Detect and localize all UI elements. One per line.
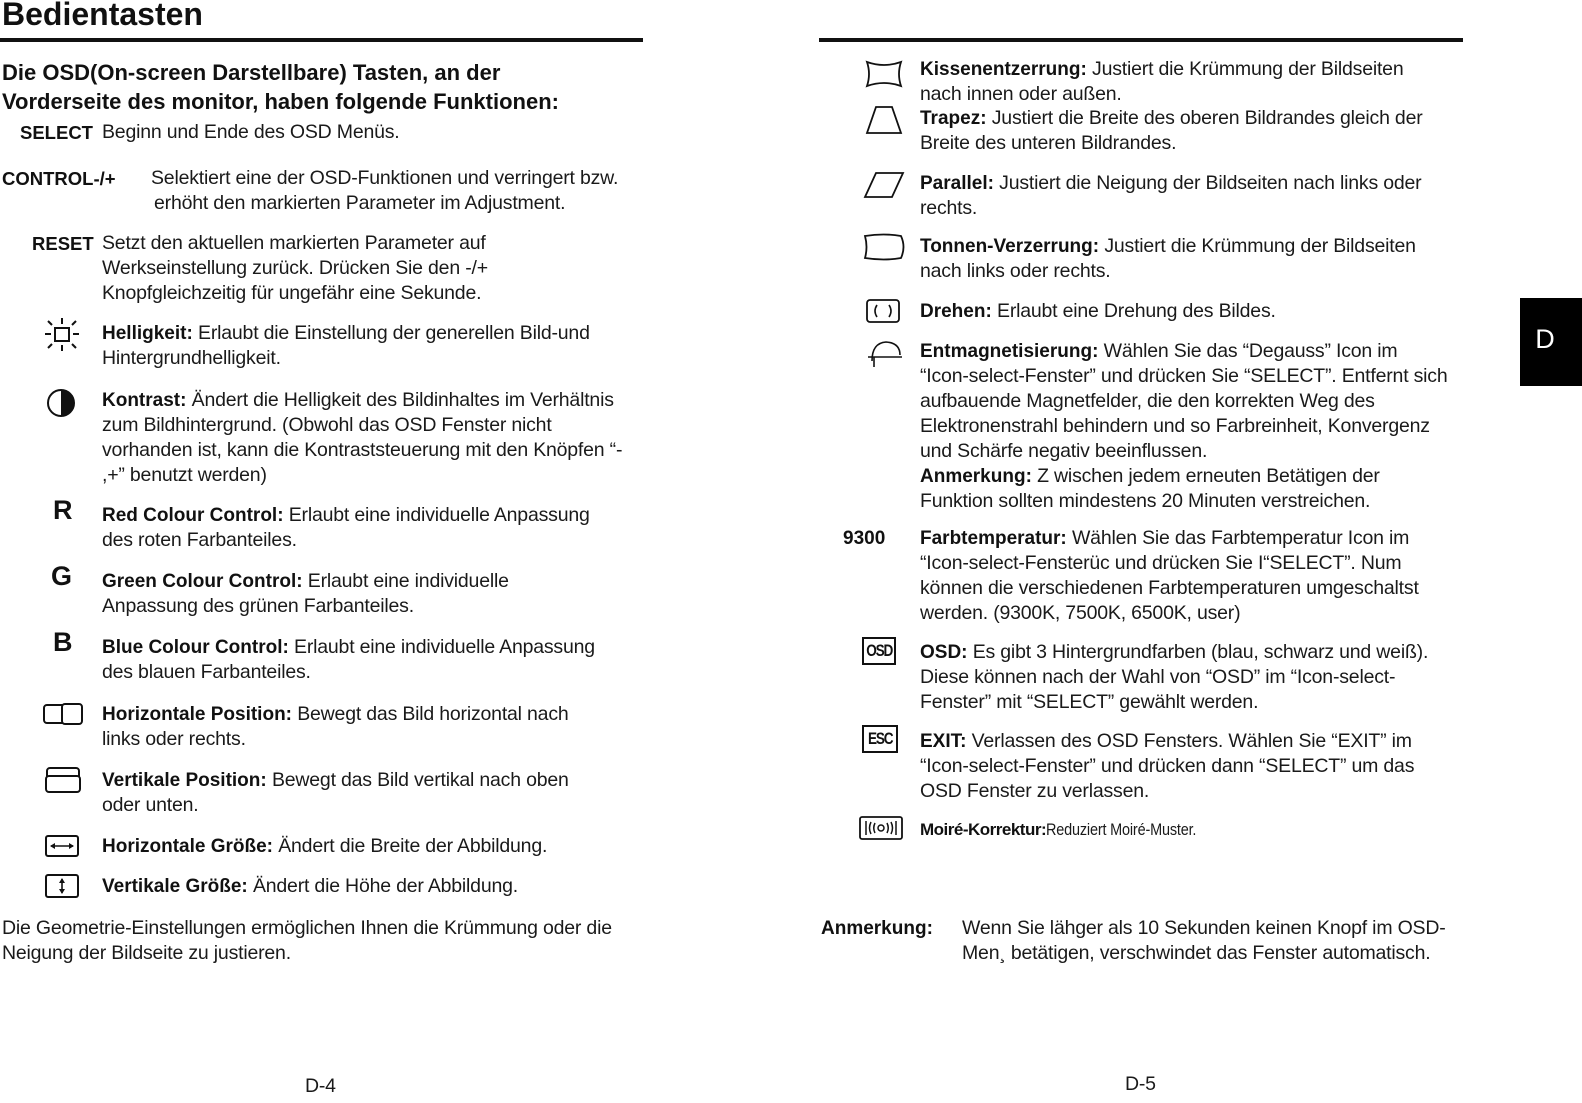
moire-icon <box>858 815 904 841</box>
kissen-text <box>920 57 1403 107</box>
farb-desc: Wählen Sie das Farbtemperatur Icon im <box>1066 527 1410 549</box>
parallel-term: Parallel: <box>920 173 994 194</box>
reset-line2: Werkseinstellung zurück. Drücken Sie den -/+ <box>102 257 488 279</box>
reset-line3: Knopfgleichzeitig für ungefähr eine Sekunde. <box>102 282 482 304</box>
color-temp-icon: 9300 <box>843 528 886 549</box>
reset-line1: Setzt den aktuellen markierten Parameter auf <box>102 232 486 254</box>
farb-line4: werden. (9300K, 7500K, 6500K, user) <box>920 602 1241 624</box>
farb-line2: “Icon-select-Fensterüc und drücken Sie I“SELECT”. Num <box>920 552 1402 574</box>
vsize-desc: Ändert die Höhe der Abbildung. <box>247 875 518 897</box>
geometry-note <box>2 916 612 966</box>
blue-term: Blue Colour Control: <box>102 637 289 658</box>
parallel-line1 <box>920 171 1421 196</box>
tonnen-line1 <box>920 234 1416 259</box>
trapez-text <box>920 106 1423 156</box>
control-text-1: Selektiert eine der OSD-Funktionen und verringert bzw. <box>151 167 619 189</box>
rotate-icon <box>865 298 901 324</box>
farb-line1 <box>920 526 1419 551</box>
kissen-line2: nach innen oder außen. <box>920 83 1122 105</box>
side-tab <box>1520 298 1582 386</box>
moire-term: Moiré-Korrektur: <box>920 820 1047 839</box>
entmag-line5: und Schärfe negativ beeinflussen. <box>920 440 1208 462</box>
farb-text <box>920 526 1419 626</box>
brightness-icon <box>42 316 82 354</box>
parallel-desc: Justiert die Neigung der Bildseiten nach links oder <box>993 172 1422 194</box>
entmag-line4: Elektronenstrahl behindern und so Farbreinheit, Konvergenz <box>920 415 1430 437</box>
red-icon: R <box>53 495 73 525</box>
hpos-line2: links oder rechts. <box>102 728 246 750</box>
degauss-icon <box>866 337 904 369</box>
anmerkung2-line1: Wenn Sie lähger als 10 Sekunden keinen Knopf im OSD- <box>962 917 1446 939</box>
page-number-left: D-4 <box>305 1075 336 1097</box>
kissen-line1 <box>920 57 1403 82</box>
hsize-desc: Ändert die Breite der Abbildung. <box>273 835 548 857</box>
moire-line1 <box>920 817 1223 842</box>
helligkeit-line2: Hintergrundhelligkeit. <box>102 347 281 369</box>
exit-text <box>920 729 1414 804</box>
vertical-position-icon <box>44 766 82 794</box>
vpos-line2: oder unten. <box>102 794 199 816</box>
section-heading-line1: Die OSD(On-screen Darstellbare) Tasten, an der <box>2 60 501 85</box>
vpos-desc: Bewegt das Bild vertikal nach oben <box>266 769 569 791</box>
select-label: SELECT <box>20 122 93 143</box>
barrel-icon <box>862 232 906 262</box>
tonnen-term: Tonnen-Verzerrung: <box>920 236 1100 257</box>
blue-text <box>102 635 595 685</box>
section-heading-line2: Vorderseite des monitor, haben folgende Funktionen: <box>2 89 559 114</box>
entmag-text <box>920 339 1448 514</box>
page-number-right: D-5 <box>1125 1073 1156 1095</box>
right-rule <box>819 38 1463 42</box>
esc-icon <box>862 725 898 753</box>
osd-line3: Fenster” mit “SELECT” gewählt werden. <box>920 691 1259 713</box>
hsize-term: Horizontale Größe: <box>102 836 274 857</box>
kontrast-term: Kontrast: <box>102 390 187 411</box>
pincushion-icon <box>864 58 904 90</box>
contrast-icon <box>45 388 77 418</box>
helligkeit-desc: Erlaubt die Einstellung der generellen Bild-und <box>192 322 590 344</box>
horizontal-size-icon <box>44 834 80 858</box>
moire-desc: Reduziert Moiré-Muster. <box>1046 820 1197 839</box>
section-heading <box>2 58 559 116</box>
anmerkung2-text <box>962 916 1446 966</box>
kissen-desc: Justiert die Krümmung der Bildseiten <box>1086 58 1404 80</box>
osd-icon-label: OSD <box>866 641 892 660</box>
osd-term: OSD: <box>920 642 968 663</box>
exit-line1 <box>920 729 1414 754</box>
osd-line1 <box>920 640 1428 665</box>
anmerkung1-line1 <box>920 464 1448 489</box>
hpos-line1 <box>102 702 569 727</box>
entmag-line3: aufbauende Magnetfelder, die den korrekten Weg des <box>920 390 1375 412</box>
vsize-term: Vertikale Größe: <box>102 876 248 897</box>
blue-line2: des blauen Farbanteiles. <box>102 661 311 683</box>
hpos-desc: Bewegt das Bild horizontal nach <box>292 703 569 725</box>
vpos-line1 <box>102 768 569 793</box>
exit-desc: Verlassen des OSD Fensters. Wählen Sie “EXIT” im <box>966 730 1412 752</box>
parallelogram-icon <box>862 170 906 200</box>
red-text <box>102 503 590 553</box>
drehen-text <box>920 299 1276 324</box>
blue-icon: B <box>53 627 73 657</box>
hpos-text <box>102 702 569 752</box>
green-line2: Anpassung des grünen Farbanteiles. <box>102 595 414 617</box>
exit-line2: “Icon-select-Fenster” und drücken dann “SELECT” um das <box>920 755 1415 777</box>
helligkeit-text <box>102 321 590 371</box>
vsize-line1 <box>102 874 518 899</box>
select-text: Beginn und Ende des OSD Menüs. <box>102 121 400 143</box>
anmerkung2-label: Anmerkung: <box>821 918 933 939</box>
trapez-line2: Breite des unteren Bildrandes. <box>920 132 1177 154</box>
anmerkung1-desc: Z wischen jedem erneuten Betätigen der <box>1031 465 1380 487</box>
hsize-text <box>102 834 547 859</box>
kissen-term: Kissenentzerrung: <box>920 59 1087 80</box>
parallel-text <box>920 171 1421 221</box>
tonnen-desc: Justiert die Krümmung der Bildseiten <box>1099 235 1416 257</box>
esc-icon-label: ESC <box>867 729 893 748</box>
osd-icon <box>862 637 896 665</box>
hsize-line1 <box>102 834 547 859</box>
green-term: Green Colour Control: <box>102 571 303 592</box>
green-desc: Erlaubt eine individuelle <box>302 570 509 592</box>
osd-line2: Diese können nach der Wahl von “OSD” im “Icon-select- <box>920 666 1396 688</box>
reset-label: RESET <box>32 233 94 254</box>
green-text <box>102 569 509 619</box>
parallel-line2: rechts. <box>920 197 978 219</box>
farb-term: Farbtemperatur: <box>920 528 1067 549</box>
kontrast-text <box>102 388 622 488</box>
kontrast-line3: vorhanden ist, kann die Kontraststeuerung mit den Knöpfen “- <box>102 439 623 461</box>
blue-desc: Erlaubt eine individuelle Anpassung <box>288 636 595 658</box>
anmerkung2-line2: Men¸ betätigen, verschwindet das Fenster automatisch. <box>962 942 1431 964</box>
anmerkung1-term: Anmerkung: <box>920 466 1032 487</box>
entmag-line1 <box>920 339 1448 364</box>
hpos-term: Horizontale Position: <box>102 704 292 725</box>
kontrast-line1 <box>102 388 622 413</box>
drehen-term: Drehen: <box>920 301 992 322</box>
osd-text <box>920 640 1428 715</box>
red-desc: Erlaubt eine individuelle Anpassung <box>283 504 590 526</box>
title-rule <box>0 38 643 42</box>
green-line1 <box>102 569 509 594</box>
osd-desc: Es gibt 3 Hintergrundfarben (blau, schwarz und weiß). <box>967 641 1429 663</box>
trapezoid-icon <box>864 104 904 136</box>
horizontal-position-icon <box>42 702 84 726</box>
red-line1 <box>102 503 590 528</box>
trapez-term: Trapez: <box>920 108 987 129</box>
tonnen-text <box>920 234 1416 284</box>
farb-line3: können die verschiedenen Farbtemperaturen umgeschaltst <box>920 577 1419 599</box>
trapez-line1 <box>920 106 1423 131</box>
kontrast-line4: ,+” benutzt werden) <box>102 464 267 486</box>
control-text-2: erhöht den markierten Parameter im Adjustment. <box>154 192 566 214</box>
geometry-note-line2: Neigung der Bildseite zu justieren. <box>2 942 291 964</box>
trapez-desc: Justiert die Breite des oberen Bildrandes gleich der <box>986 107 1423 129</box>
anmerkung1-line2: Funktion sollten mindestens 20 Minuten verstreichen. <box>920 490 1371 512</box>
vpos-term: Vertikale Position: <box>102 770 267 791</box>
kontrast-line2: zum Bildhintergrund. (Obwohl das OSD Fenster nicht <box>102 414 552 436</box>
blue-line1 <box>102 635 595 660</box>
control-label: CONTROL-/+ <box>2 168 116 189</box>
tonnen-line2: nach links oder rechts. <box>920 260 1111 282</box>
helligkeit-term: Helligkeit: <box>102 323 193 344</box>
entmag-term: Entmagnetisierung: <box>920 341 1099 362</box>
entmag-line2: “Icon-select-Fenster” und drücken Sie “SELECT”. Entfernt sich <box>920 365 1448 387</box>
entmag-desc: Wählen Sie das “Degauss” Icon im <box>1098 340 1398 362</box>
exit-term: EXIT: <box>920 731 967 752</box>
red-term: Red Colour Control: <box>102 505 284 526</box>
side-tab-label: D <box>1535 324 1555 354</box>
helligkeit-line1 <box>102 321 590 346</box>
green-icon: G <box>51 561 73 591</box>
vertical-size-icon <box>44 873 80 899</box>
drehen-desc: Erlaubt eine Drehung des Bildes. <box>991 300 1276 322</box>
reset-text <box>102 231 488 306</box>
vpos-text <box>102 768 569 818</box>
red-line2: des roten Farbanteiles. <box>102 529 297 551</box>
moire-text <box>920 817 1223 842</box>
exit-line3: OSD Fenster zu verlassen. <box>920 780 1150 802</box>
kontrast-desc: Ändert die Helligkeit des Bildinhaltes im Verhältnis <box>186 389 614 411</box>
vsize-text <box>102 874 518 899</box>
geometry-note-line1: Die Geometrie-Einstellungen ermöglichen Ihnen die Krümmung oder die <box>2 917 612 939</box>
drehen-line1 <box>920 299 1276 324</box>
page-title: Bedientasten <box>2 0 203 32</box>
